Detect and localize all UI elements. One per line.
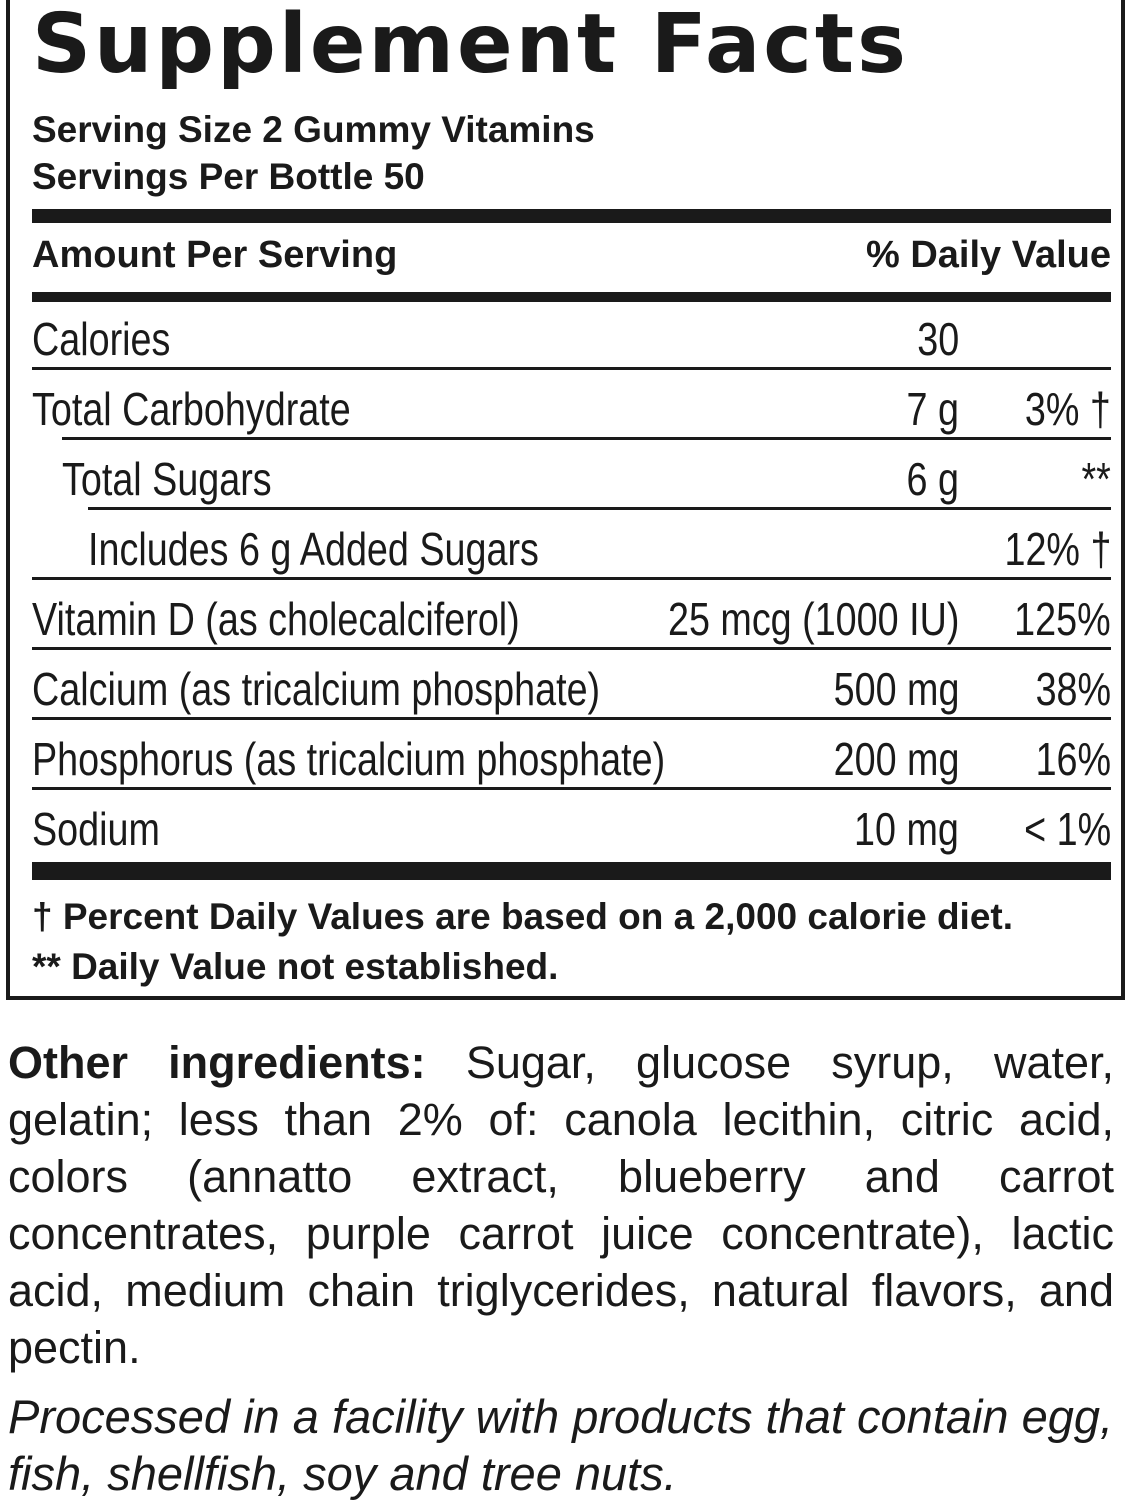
nutrient-amount: 7 g: [906, 383, 959, 435]
nutrient-daily-value: 12% †: [1004, 523, 1111, 575]
nutrient-daily-value: 125%: [1014, 593, 1111, 645]
nutrient-amount: 25 mcg (1000 IU): [667, 593, 959, 645]
thick-divider: [32, 209, 1111, 223]
nutrient-name: Sodium: [32, 803, 160, 855]
row-divider: [32, 717, 1111, 720]
amount-per-serving-header: Amount Per Serving: [32, 234, 398, 276]
servings-per-bottle: Servings Per Bottle 50: [32, 156, 425, 197]
nutrient-name: Vitamin D (as cholecalciferol): [32, 593, 520, 645]
row-divider: [32, 367, 1111, 370]
serving-size: Serving Size 2 Gummy Vitamins: [32, 109, 595, 150]
nutrient-daily-value: 38%: [1035, 663, 1111, 715]
nutrient-name: Total Sugars: [62, 453, 272, 505]
nutrient-row: [32, 372, 1111, 440]
row-divider: [88, 507, 1111, 510]
nutrient-daily-value: 16%: [1035, 733, 1111, 785]
nutrient-row: [32, 722, 1111, 790]
row-divider: [32, 647, 1111, 650]
nutrient-row: [32, 442, 1111, 510]
ingredients-text: Sugar, glucose syrup, water, gelatin; less than 2% of: canola lecithin, citric acid, colors (annatto extract, blueberry and carrot concentrates, purple carrot juice concentrate), lactic acid, medium chain triglycerides, natural flavors, and pectin.: [8, 1037, 1114, 1373]
allergen-statement: Processed in a facility with products that contain egg, fish, shellfish, soy and tree nuts.: [8, 1390, 1114, 1500]
nutrient-daily-value: < 1%: [1023, 803, 1111, 855]
nutrient-row: [32, 652, 1111, 720]
medium-divider: [32, 292, 1111, 302]
row-divider: [62, 437, 1111, 440]
nutrient-daily-value: 3% †: [1025, 383, 1111, 435]
nutrient-daily-value: **: [1081, 453, 1111, 505]
nutrient-name: Phosphorus (as tricalcium phosphate): [32, 733, 666, 785]
daily-value-header: % Daily Value: [865, 234, 1111, 276]
supplement-facts-panel: [6, 0, 1125, 1000]
nutrient-name: Calcium (as tricalcium phosphate): [32, 663, 601, 715]
nutrient-name: Total Carbohydrate: [32, 383, 351, 435]
nutrient-amount: 10 mg: [854, 803, 959, 855]
footnote-daily-values: † Percent Daily Values are based on a 2,000 calorie diet.: [32, 896, 1014, 937]
nutrient-name: Includes 6 g Added Sugars: [88, 523, 539, 575]
nutrient-row: [32, 302, 1111, 370]
nutrient-amount: 30: [917, 313, 959, 365]
nutrient-row: [32, 582, 1111, 650]
nutrient-row: [32, 792, 1111, 860]
bottom-thick-divider: [32, 862, 1111, 880]
footnote-not-established: ** Daily Value not established.: [32, 946, 559, 987]
row-divider: [32, 577, 1111, 580]
nutrient-row: [32, 512, 1111, 580]
nutrient-name: Calories: [32, 313, 171, 365]
nutrient-amount: 200 mg: [833, 733, 959, 785]
ingredients-label: Other ingredients:: [8, 1037, 426, 1088]
panel-title: Supplement Facts: [32, 0, 909, 92]
other-ingredients: [8, 1034, 1114, 1376]
nutrient-amount: 500 mg: [833, 663, 959, 715]
nutrient-amount: 6 g: [906, 453, 959, 505]
row-divider: [32, 787, 1111, 790]
